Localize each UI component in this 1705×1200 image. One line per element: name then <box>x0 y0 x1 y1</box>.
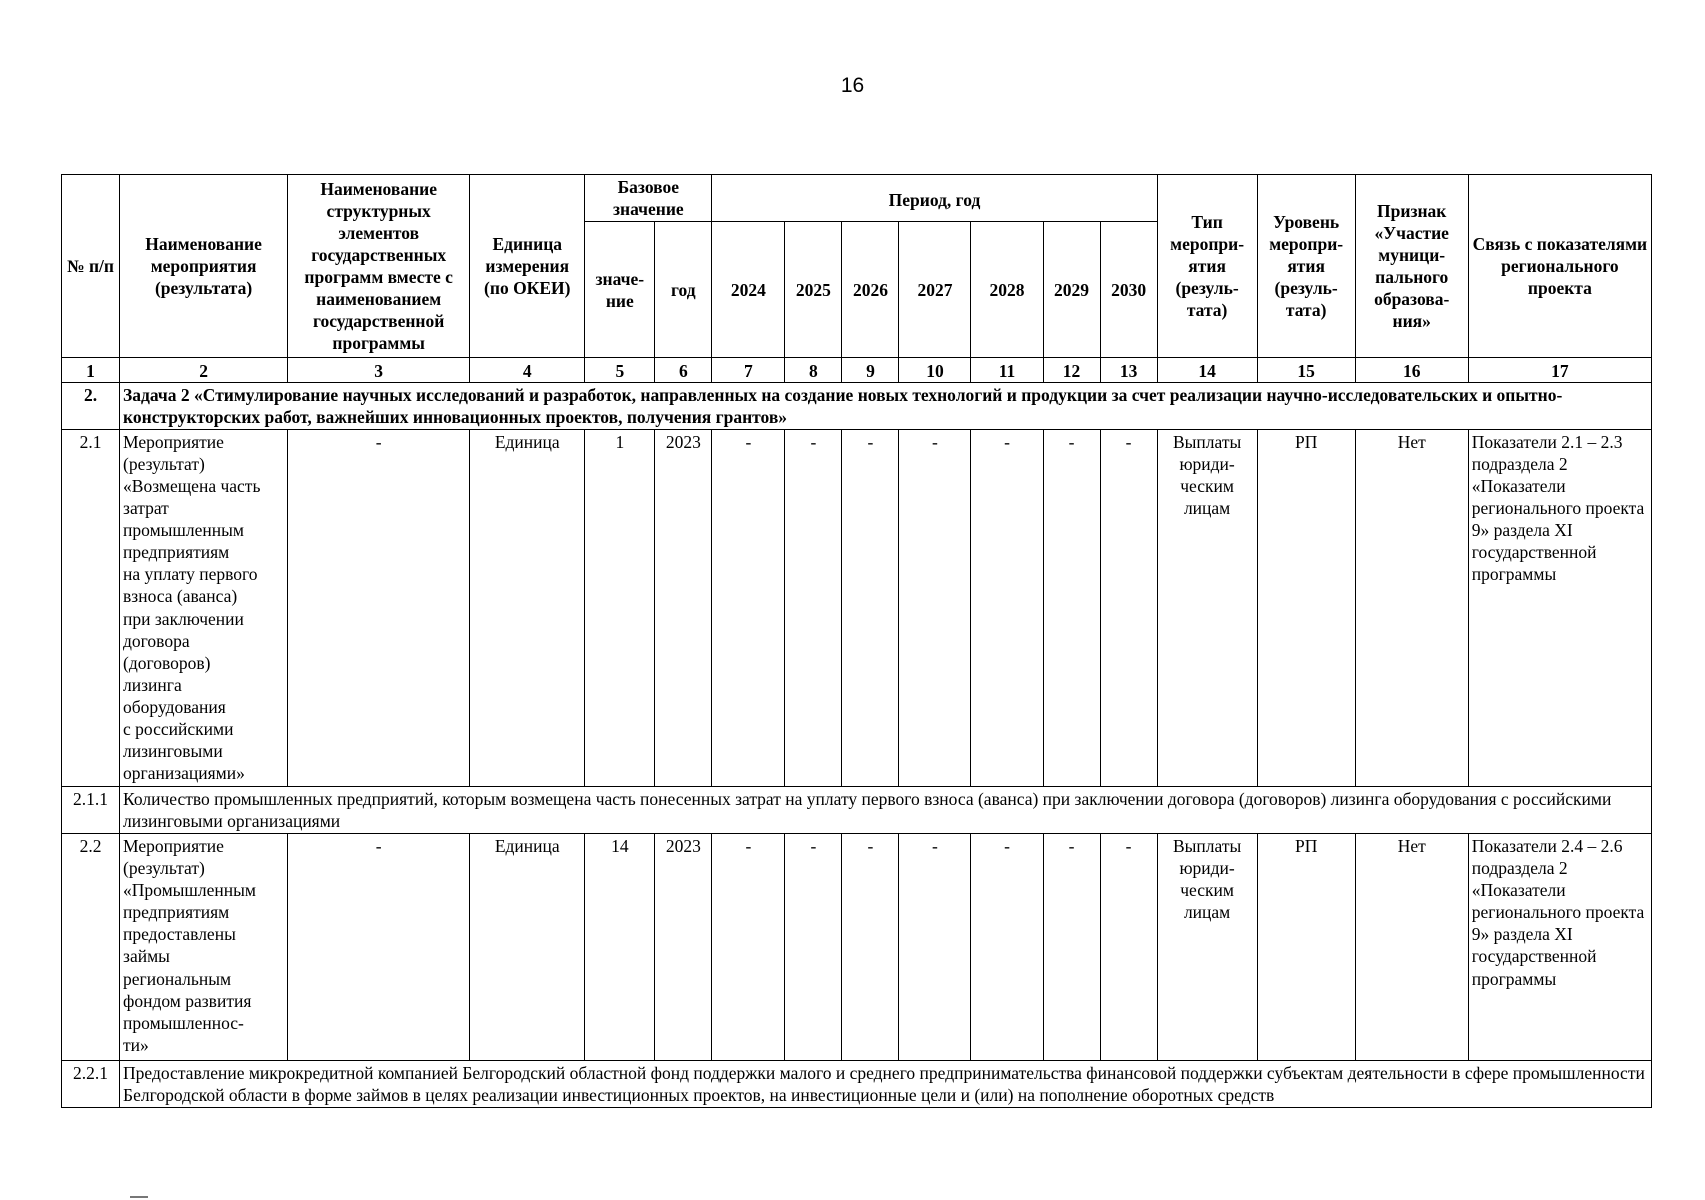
header-unit: Единица измерения (по ОКЕИ) <box>470 175 585 358</box>
row-num: 2.1 <box>62 430 120 787</box>
header-base-value: значе-ние <box>585 222 655 358</box>
col-number: 13 <box>1100 358 1157 383</box>
structural-element: - <box>288 430 470 787</box>
col-number: 15 <box>1257 358 1355 383</box>
base-year: 2023 <box>655 430 712 787</box>
measure-row-2-1 <box>62 430 1652 787</box>
measure-name: Мероприятие (результат) «Промышленным предприятиям предоставлены займы региональным фондом развития промышленнос- ти» <box>120 834 288 1061</box>
col-number: 2 <box>120 358 288 383</box>
header-period: Период, год <box>712 175 1157 222</box>
measures-table <box>61 174 1652 1108</box>
header-year-2024: 2024 <box>712 222 785 358</box>
header-type: Тип меропри-ятия (резуль-тата) <box>1157 175 1257 358</box>
base-year: 2023 <box>655 834 712 1061</box>
task-num: 2. <box>62 383 120 430</box>
col-number: 4 <box>470 358 585 383</box>
indicator-row-2-2-1 <box>62 1061 1652 1108</box>
column-numbers-row <box>62 358 1652 383</box>
col-number: 11 <box>971 358 1043 383</box>
municipal-flag: Нет <box>1355 430 1468 787</box>
col-number: 7 <box>712 358 785 383</box>
header-municipal: Признак «Участие муници-пального образова-ния» <box>1355 175 1468 358</box>
header-year-2030: 2030 <box>1100 222 1157 358</box>
footer-mark <box>130 1196 148 1198</box>
year-2030-value: - <box>1100 834 1157 1061</box>
year-2024-value: - <box>712 430 785 787</box>
header-year-2028: 2028 <box>971 222 1043 358</box>
header-name: Наименование мероприятия (результата) <box>120 175 288 358</box>
base-value: 14 <box>585 834 655 1061</box>
col-number: 17 <box>1468 358 1651 383</box>
header-row-1 <box>62 175 1652 222</box>
regional-project-link: Показатели 2.1 – 2.3 подраздела 2 «Показатели регионального проекта 9» раздела XI государственной программы <box>1468 430 1651 787</box>
measure-level: РП <box>1257 834 1355 1061</box>
header-link: Связь с показателями регионального проекта <box>1468 175 1651 358</box>
row-num: 2.2.1 <box>62 1061 120 1108</box>
page-number: 16 <box>840 74 865 97</box>
year-2030-value: - <box>1100 430 1157 787</box>
header-year-2026: 2026 <box>842 222 899 358</box>
indicator-row-2-1-1 <box>62 787 1652 834</box>
header-year-2025: 2025 <box>785 222 842 358</box>
measure-name: Мероприятие (результат) «Возмещена часть затрат промышленным предприятиям на уплату первого взноса (аванса) при заключении договора (договоров) лизинга оборудования с российскими лизинговыми организациями» <box>120 430 288 787</box>
col-number: 8 <box>785 358 842 383</box>
regional-project-link: Показатели 2.4 – 2.6 подраздела 2 «Показатели регионального проекта 9» раздела XI государственной программы <box>1468 834 1651 1061</box>
col-number: 9 <box>842 358 899 383</box>
col-number: 10 <box>899 358 971 383</box>
header-year-2027: 2027 <box>899 222 971 358</box>
row-num: 2.2 <box>62 834 120 1061</box>
header-base: Базовое значение <box>585 175 712 222</box>
structural-element: - <box>288 834 470 1061</box>
year-2027-value: - <box>899 430 971 787</box>
col-number: 6 <box>655 358 712 383</box>
col-number: 16 <box>1355 358 1468 383</box>
measure-level: РП <box>1257 430 1355 787</box>
year-2024-value: - <box>712 834 785 1061</box>
col-number: 5 <box>585 358 655 383</box>
measure-type: Выплаты юриди- ческим лицам <box>1157 834 1257 1061</box>
year-2028-value: - <box>971 430 1043 787</box>
indicator-text: Предоставление микрокредитной компанией Белгородский областной фонд поддержки малого и среднего предпринимательства финансовой поддержки субъектам деятельности в сфере промышленности Белгородской области в форме займов в целях реализации инвестиционных проектов, на инвестиционные цели и (или) на пополнение оборотных средств <box>120 1061 1652 1108</box>
year-2025-value: - <box>785 834 842 1061</box>
year-2026-value: - <box>842 430 899 787</box>
col-number: 12 <box>1043 358 1100 383</box>
year-2025-value: - <box>785 430 842 787</box>
header-num: № п/п <box>62 175 120 358</box>
task-row <box>62 383 1652 430</box>
year-2026-value: - <box>842 834 899 1061</box>
header-elements: Наименование структурных элементов государственных программ вместе с наименованием государственной программы <box>288 175 470 358</box>
unit: Единица <box>470 430 585 787</box>
measure-row-2-2 <box>62 834 1652 1061</box>
year-2027-value: - <box>899 834 971 1061</box>
header-level: Уровень меропри-ятия (резуль-тата) <box>1257 175 1355 358</box>
col-number: 3 <box>288 358 470 383</box>
year-2029-value: - <box>1043 834 1100 1061</box>
year-2028-value: - <box>971 834 1043 1061</box>
indicator-text: Количество промышленных предприятий, которым возмещена часть понесенных затрат на уплату первого взноса (аванса) при заключении договора (договоров) лизинга оборудования с российскими лизинговыми организациями <box>120 787 1652 834</box>
header-year-2029: 2029 <box>1043 222 1100 358</box>
unit: Единица <box>470 834 585 1061</box>
measure-type: Выплаты юриди- ческим лицам <box>1157 430 1257 787</box>
task-text: Задача 2 «Стимулирование научных исследований и разработок, направленных на создание новых технологий и продукции за счет реализации научно-исследовательских и опытно-конструкторских работ, важнейших инновационных проектов, получения грантов» <box>120 383 1652 430</box>
base-value: 1 <box>585 430 655 787</box>
col-number: 1 <box>62 358 120 383</box>
header-base-year: год <box>655 222 712 358</box>
municipal-flag: Нет <box>1355 834 1468 1061</box>
row-num: 2.1.1 <box>62 787 120 834</box>
col-number: 14 <box>1157 358 1257 383</box>
year-2029-value: - <box>1043 430 1100 787</box>
